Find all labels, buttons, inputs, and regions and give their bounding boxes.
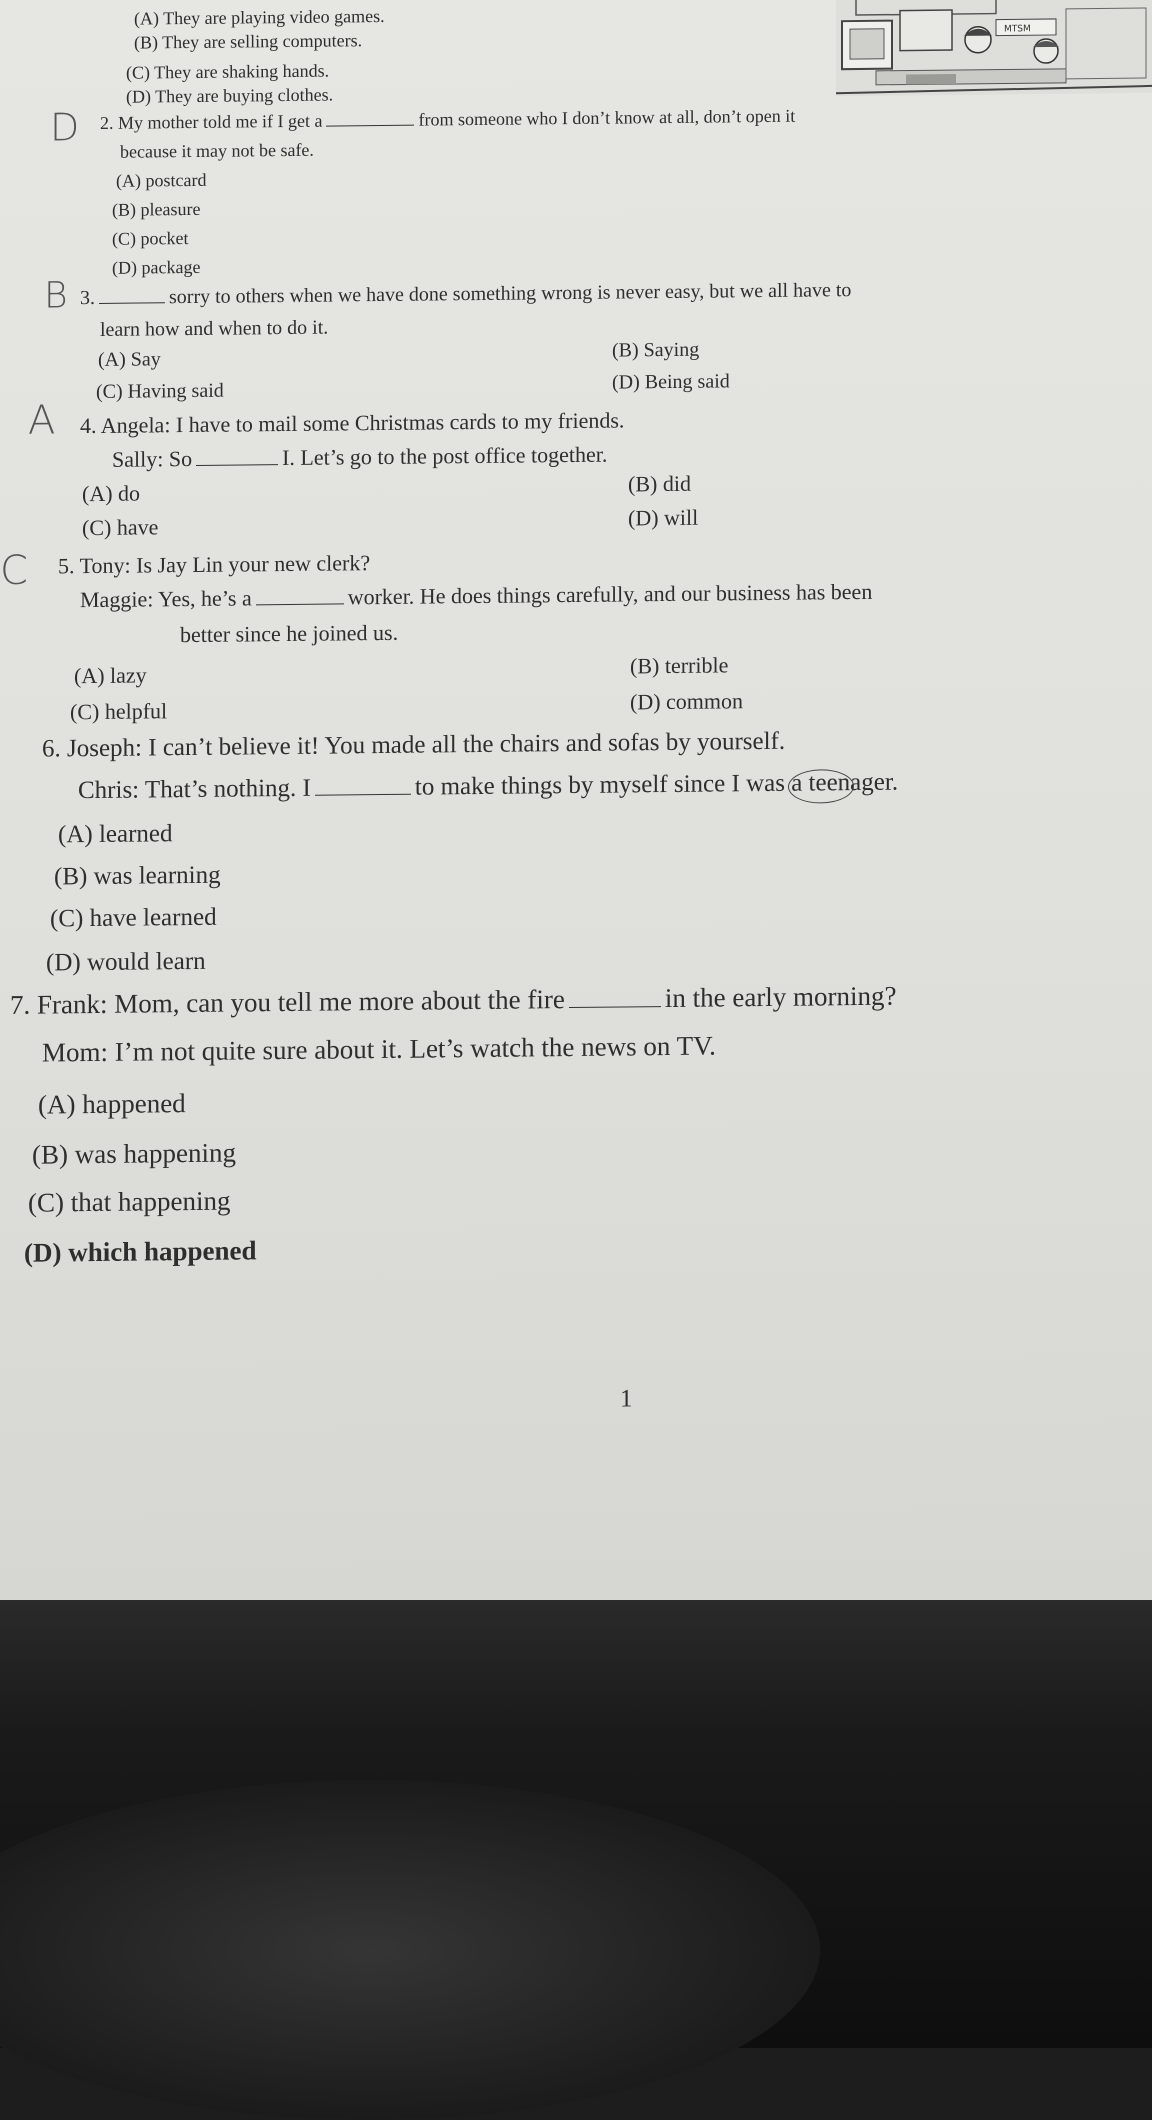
q1-option-a: (A) They are playing video games. bbox=[134, 5, 385, 29]
q7-option-b: (B) was happening bbox=[32, 1137, 236, 1170]
q6-option-d: (D) would learn bbox=[46, 947, 206, 977]
q2-handwritten-answer: D bbox=[50, 105, 80, 150]
q4-handwritten-answer: A bbox=[28, 397, 56, 444]
q1-option-c: (C) They are shaking hands. bbox=[126, 60, 330, 83]
q4-option-b: (B) did bbox=[628, 470, 691, 497]
q6-blank bbox=[315, 794, 411, 796]
q2-option-c: (C) pocket bbox=[112, 228, 189, 249]
svg-text:MTSM: MTSM bbox=[1004, 24, 1031, 35]
q4-option-a: (A) do bbox=[82, 480, 141, 507]
q5-line1: 5. Tony: Is Jay Lin your new clerk? bbox=[58, 550, 371, 579]
q4-line1: 4. Angela: I have to mail some Christmas cards to my friends. bbox=[80, 407, 625, 439]
q5-handwritten-answer: C bbox=[0, 547, 28, 594]
q2-option-a: (A) postcard bbox=[116, 169, 207, 191]
q2-stem-line2: because it may not be safe. bbox=[120, 139, 314, 162]
q7-option-d: (D) which happened bbox=[24, 1235, 257, 1268]
q6-line1: 6. Joseph: I can’t believe it! You made all the chairs and sofas by yourself. bbox=[42, 727, 786, 763]
q7-option-a: (A) happened bbox=[38, 1088, 186, 1120]
q3-blank bbox=[99, 302, 165, 304]
q4-option-c: (C) have bbox=[82, 514, 159, 541]
q2-option-b: (B) pleasure bbox=[112, 198, 201, 220]
q3-option-a: (A) Say bbox=[98, 348, 161, 371]
q5-option-b: (B) terrible bbox=[630, 652, 729, 679]
q2-stem-line1: 2. My mother told me if I get a from someone who I don’t know at all, don’t open it bbox=[100, 105, 796, 133]
q7-line2: Mom: I’m not quite sure about it. Let’s watch the news on TV. bbox=[42, 1030, 716, 1068]
q1-option-b: (B) They are selling computers. bbox=[134, 30, 363, 53]
q7-option-c: (C) that happening bbox=[28, 1185, 231, 1218]
since-circle-mark bbox=[788, 769, 854, 804]
q5-line2: Maggie: Yes, he’s a worker. He does things carefully, and our business has been bbox=[80, 578, 873, 613]
q5-option-d: (D) common bbox=[630, 688, 744, 715]
q3-option-d: (D) Being said bbox=[612, 370, 730, 394]
q4-line2: Sally: So I. Let’s go to the post office together. bbox=[112, 441, 608, 472]
q2-option-d: (D) package bbox=[112, 256, 201, 278]
q5-blank bbox=[256, 603, 344, 605]
q3-option-c: (C) Having said bbox=[96, 379, 224, 403]
q4-option-d: (D) will bbox=[628, 504, 699, 531]
q6-line2: Chris: That’s nothing. I to make things by myself since I was a teenager. bbox=[78, 768, 899, 805]
q7-line1: 7. Frank: Mom, can you tell me more about the fire in the early morning? bbox=[10, 980, 897, 1020]
q1-option-d: (D) They are buying clothes. bbox=[126, 84, 334, 107]
q2-blank bbox=[326, 125, 414, 127]
q6-option-c: (C) have learned bbox=[50, 903, 217, 933]
q5-line3: better since he joined us. bbox=[180, 619, 399, 648]
q7-blank bbox=[569, 1006, 661, 1008]
q3-option-b: (B) Saying bbox=[612, 338, 700, 362]
q3-handwritten-answer: B bbox=[44, 275, 68, 317]
q3-stem-line2: learn how and when to do it. bbox=[100, 316, 329, 341]
q5-option-c: (C) helpful bbox=[70, 698, 168, 725]
cartoon-illustration bbox=[836, 0, 1152, 96]
q6-option-b: (B) was learning bbox=[54, 861, 221, 891]
q5-option-a: (A) lazy bbox=[74, 662, 147, 689]
q6-option-a: (A) learned bbox=[58, 820, 173, 849]
page-number: 1 bbox=[620, 1385, 633, 1413]
q4-blank bbox=[196, 464, 278, 466]
q3-stem-line1: 3. sorry to others when we have done something wrong is never easy, but we all have to bbox=[80, 279, 852, 310]
